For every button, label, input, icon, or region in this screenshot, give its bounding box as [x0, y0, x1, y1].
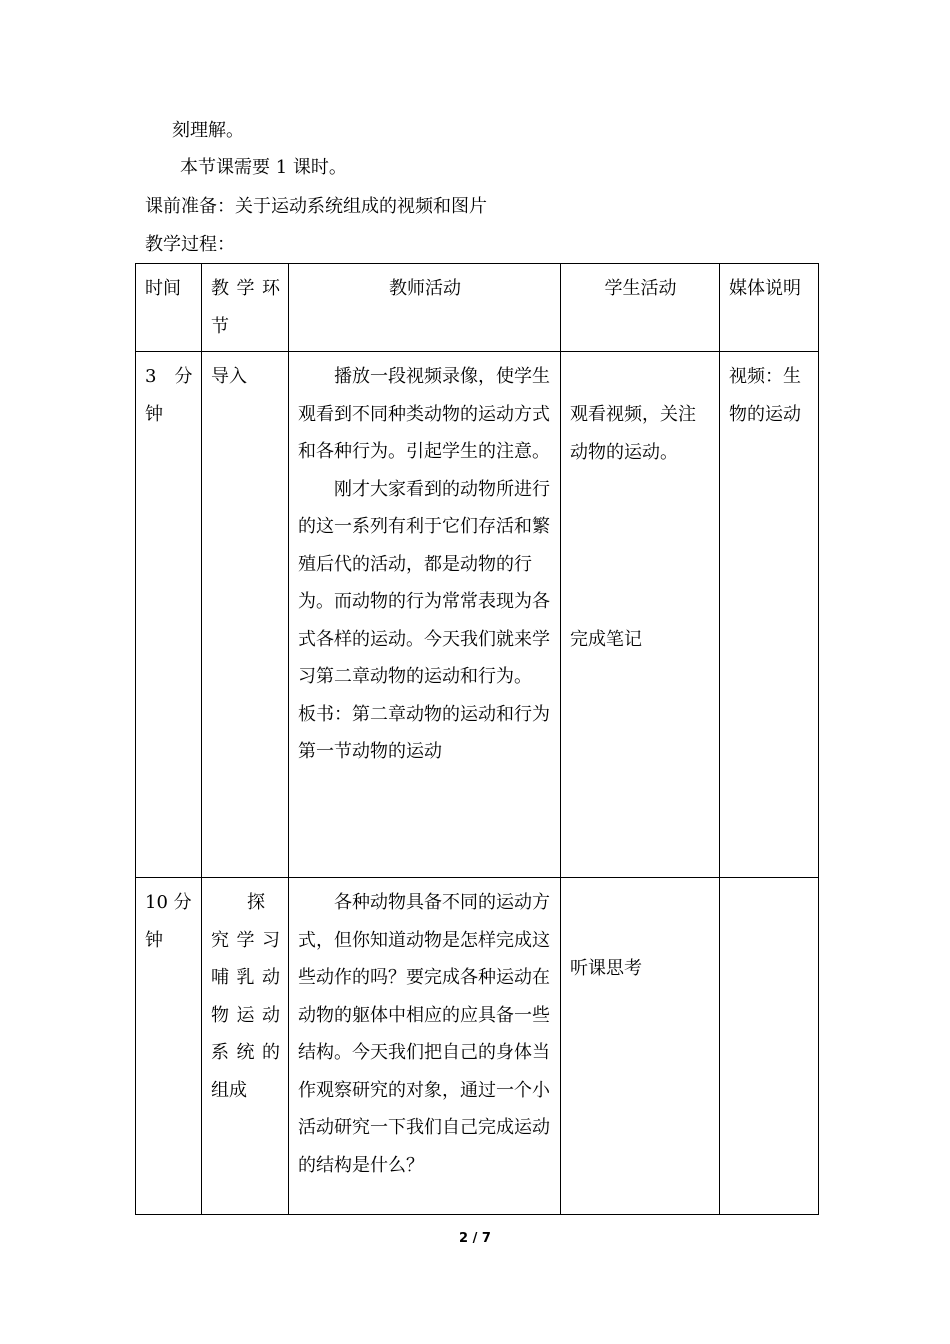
header-teacher-label: 教师活动	[389, 278, 461, 299]
row2-time-b: 钟	[145, 929, 163, 951]
table-header-row	[136, 264, 819, 352]
row1-media-label: 视频：生物的运动	[729, 366, 801, 425]
row1-teacher	[289, 352, 561, 878]
row2-stage-6: 组成	[211, 1079, 247, 1101]
page-number: 2 / 7	[459, 1231, 491, 1246]
header-stage-label-b: 节	[211, 315, 229, 337]
header-time	[136, 264, 202, 352]
intro-line-2: 本节课需要 1 课时。	[180, 157, 347, 178]
row2-teacher	[289, 878, 561, 1215]
header-student	[561, 264, 720, 352]
row2-time	[136, 878, 202, 1215]
row2-stage-1: 探	[247, 892, 265, 913]
row2-stage	[202, 878, 289, 1215]
header-teacher	[289, 264, 561, 352]
header-time-label: 时间	[145, 278, 181, 299]
header-media-label: 媒体说明	[729, 278, 801, 299]
table-row	[136, 878, 819, 1215]
row1-time-a: 3 分	[145, 366, 193, 387]
header-student-label: 学生活动	[604, 278, 677, 299]
prep-line: 课前准备：关于运动系统组成的视频和图片	[145, 196, 487, 217]
row1-stage-label: 导入	[211, 366, 247, 387]
header-stage	[202, 264, 289, 352]
row2-stage-3: 哺 乳 动	[211, 967, 280, 988]
row1-student	[561, 352, 720, 878]
row2-time-a: 10 分	[145, 892, 192, 913]
row1-student-p2: 完成笔记	[570, 629, 642, 650]
row1-teacher-p2: 刚才大家看到的动物所进行的这一系列有利于它们存活和繁殖后代的活动，都是动物的行为。而动物的行为常常表现为各式各样的运动。今天我们就来学习第二章动物的运动和行为。	[298, 478, 550, 687]
row1-teacher-p4: 第一节动物的运动	[298, 741, 442, 762]
lesson-table	[135, 263, 819, 1215]
row1-time-b: 钟	[145, 403, 163, 425]
process-heading: 教学过程：	[145, 234, 235, 255]
row2-media	[720, 878, 819, 1215]
header-media	[720, 264, 819, 352]
row1-time	[136, 352, 202, 878]
row2-stage-2: 究 学 习	[211, 929, 280, 951]
row2-stage-4: 物 运 动	[211, 1004, 280, 1026]
row1-teacher-p3: 板书：第二章动物的运动和行为	[298, 703, 550, 725]
row1-teacher-p1: 播放一段视频录像，使学生观看到不同种类动物的运动方式和各种行为。引起学生的注意。	[298, 366, 550, 462]
row1-media	[720, 352, 819, 878]
header-stage-label-a: 教 学 环	[211, 278, 280, 299]
row2-student	[561, 878, 720, 1215]
row2-stage-5: 系 统 的	[211, 1042, 280, 1063]
row1-student-p1: 观看视频，关注动物的运动。	[570, 404, 696, 463]
row1-stage	[202, 352, 289, 878]
intro-line-1: 刻理解。	[172, 120, 244, 141]
table-row	[136, 352, 819, 878]
row2-student-p1: 听课思考	[570, 958, 642, 979]
row2-teacher-p1: 各种动物具备不同的运动方式，但你知道动物是怎样完成这些动作的吗？要完成各种运动在动物的躯体中相应的应具备一些结构。今天我们把自己的身体当作观察研究的对象，通过一个小活动研究一下我们自己完成运动的结构是什么？	[298, 892, 550, 1176]
